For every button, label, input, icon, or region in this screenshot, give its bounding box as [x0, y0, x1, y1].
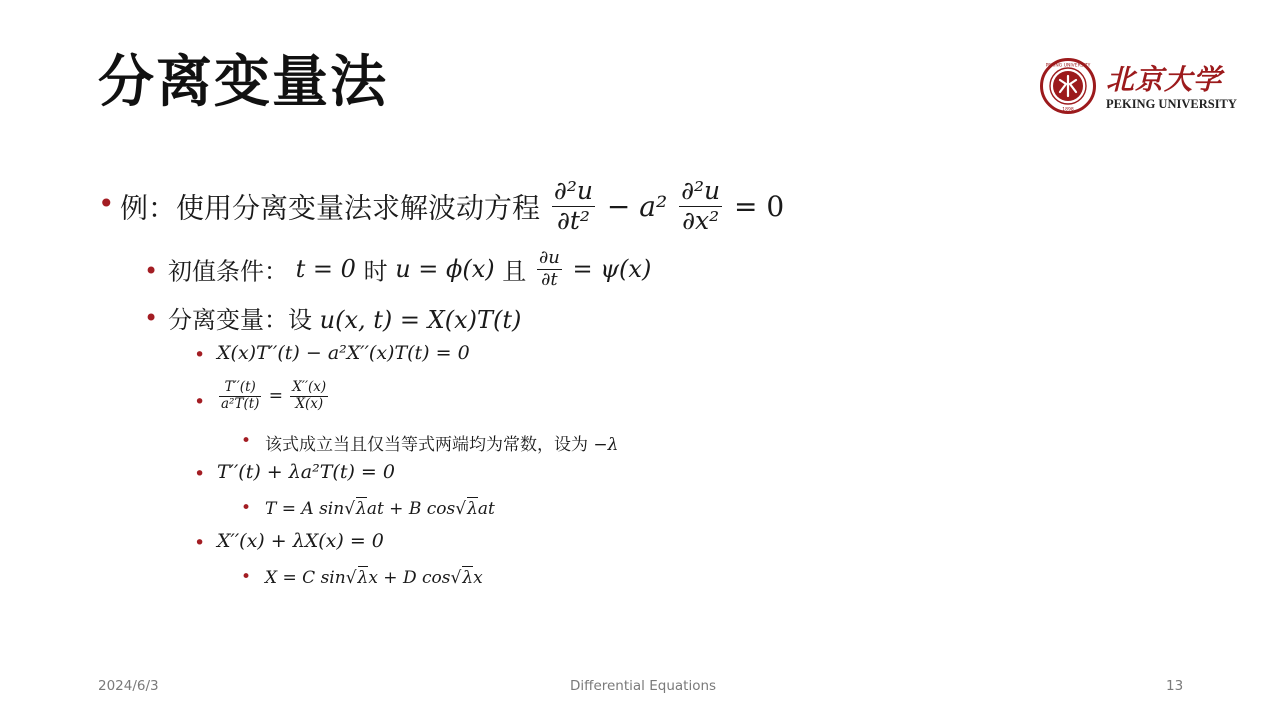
- fraction-numerator: ∂²u: [681, 176, 721, 205]
- bullet-text: 初值条件：: [168, 257, 288, 286]
- fraction: [290, 380, 328, 412]
- equation-part: X = C sin: [265, 568, 346, 588]
- university-name-en: PEKING UNIVERSITY: [1106, 97, 1237, 111]
- bullet-marker: •: [241, 431, 252, 451]
- footer-course: Differential Equations: [570, 678, 717, 694]
- sqrt-sign: √: [344, 499, 356, 519]
- fraction-numerator: ∂u: [538, 247, 560, 268]
- bullet-marker: •: [194, 391, 206, 413]
- equation-part: =: [268, 386, 283, 407]
- bullet-ratio-equation: [216, 380, 331, 412]
- bullet-text: 且: [502, 257, 527, 286]
- footer-date: 2024/6/3: [98, 678, 159, 694]
- equation-part: u(x, t) = X(x)T(t): [319, 306, 522, 334]
- bullet-text: 该式成立当且仅当等式两端均为常数，设为: [265, 435, 588, 455]
- bullet-separation: [168, 300, 521, 335]
- equation-part: at: [477, 499, 495, 519]
- fraction-denominator: ∂x²: [682, 205, 720, 235]
- bullet-x-equation: [217, 530, 384, 552]
- bullet-wave-equation: [120, 177, 784, 236]
- bullet-text: 时: [363, 257, 388, 286]
- equation-part: X(x)T′′(t) − a²X′′(x)T(t) = 0: [217, 342, 470, 364]
- equation-part: = 0: [734, 189, 785, 223]
- seal-text: PEKING UNIVERSITY: [1045, 63, 1091, 69]
- fraction: [679, 177, 722, 236]
- fraction-denominator: ∂t²: [556, 205, 590, 235]
- fraction-denominator: ∂t: [541, 268, 558, 290]
- equation-part: λ: [462, 568, 474, 588]
- fraction-numerator: ∂²u: [553, 176, 593, 205]
- bullet-text: 例：使用分离变量法求解波动方程: [120, 191, 541, 225]
- university-logo: [1040, 58, 1240, 114]
- bullet-marker: •: [241, 567, 252, 587]
- equation-part: x: [473, 568, 483, 588]
- fraction-denominator: a²T(t): [221, 395, 260, 412]
- bullet-x-solution: [265, 566, 483, 588]
- bullet-marker: •: [98, 187, 115, 220]
- equation-part: at + B cos: [366, 499, 456, 519]
- bullet-marker: •: [144, 257, 159, 285]
- bullet-constant-note: [265, 430, 618, 455]
- equation-part: u = ϕ(x): [395, 255, 495, 284]
- equation-part: = ψ(x): [572, 255, 652, 284]
- fraction: [219, 380, 261, 412]
- fraction-numerator: X′′(x): [292, 379, 327, 395]
- bullet-text: 分离变量：设: [168, 306, 312, 334]
- bullet-marker: •: [194, 532, 206, 554]
- bullet-initial-conditions: [168, 248, 651, 290]
- slide-title: 分离变量法: [98, 49, 388, 115]
- equation-part: −λ: [593, 435, 619, 455]
- bullet-t-equation: [217, 461, 395, 483]
- equation-part: x + D cos: [368, 568, 451, 588]
- footer-page-number: 13: [1166, 678, 1184, 694]
- equation-part: λ: [467, 499, 478, 519]
- seal-year: 1898: [1062, 107, 1074, 113]
- fraction: [537, 248, 562, 290]
- equation-part: X′′(x) + λX(x) = 0: [217, 530, 384, 552]
- bullet-substituted-equation: [217, 342, 470, 364]
- equation-part: λ: [357, 568, 369, 588]
- university-seal-icon: [1040, 58, 1096, 114]
- bullet-t-solution: [265, 497, 495, 519]
- sqrt-sign: √: [450, 568, 462, 588]
- equation-part: T = A sin: [265, 499, 345, 519]
- bullet-marker: •: [194, 463, 206, 485]
- equation-part: t = 0: [295, 255, 356, 284]
- university-name-cn: 北京大学: [1106, 63, 1223, 96]
- bullet-marker: •: [241, 498, 252, 518]
- equation-part: T′′(t) + λa²T(t) = 0: [217, 461, 395, 483]
- sqrt-sign: √: [455, 499, 467, 519]
- fraction-numerator: T′′(t): [219, 380, 261, 397]
- equation-part: λ: [356, 499, 367, 519]
- equation-part: − a²: [606, 189, 668, 223]
- bullet-marker: •: [144, 304, 159, 332]
- fraction: [552, 177, 595, 236]
- sqrt-sign: √: [345, 568, 357, 588]
- fraction-denominator: X(x): [295, 395, 324, 412]
- bullet-marker: •: [194, 344, 206, 366]
